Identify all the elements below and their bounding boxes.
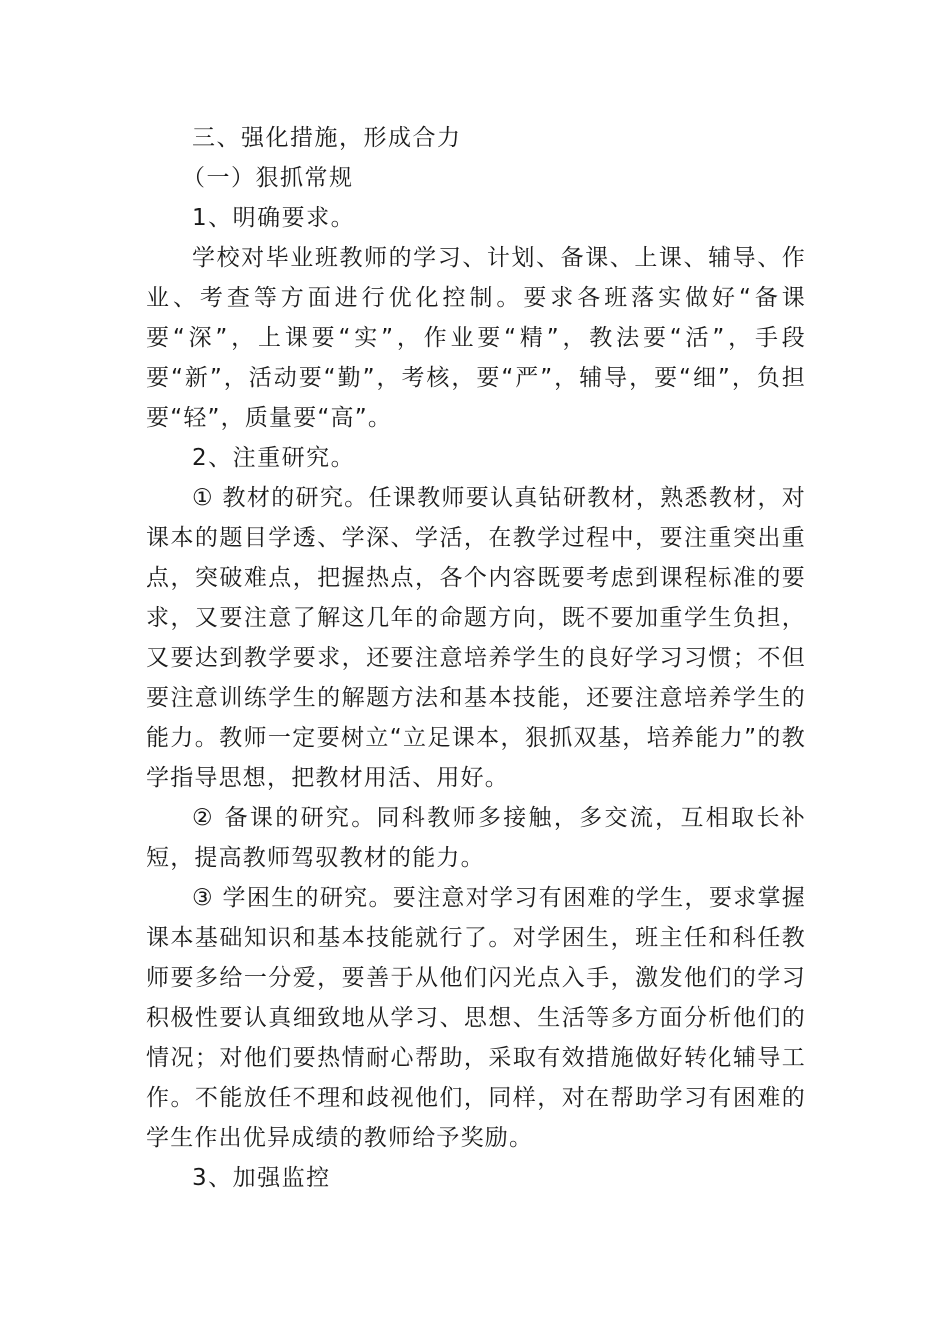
research-struggling-students-paragraph: ③ 学困生的研究。要注意对学习有困难的学生，要求掌握课本基础知识和基本技能就行了。对学困生，班主任和科任教师要多给一分爱，要善于从他们闪光点入手，激发他们的学习积极性要认真细致地从学习、思想、生活等多方面分析他们的情况；对他们要热情耐心帮助，采取有效措施做好转化辅导工作。不能放任不理和歧视他们，同样，对在帮助学习有困难的学生作出优异成绩的教师给予奖励。	[146, 885, 806, 1151]
item-1-paragraph: 学校对毕业班教师的学习、计划、备课、上课、辅导、作业、考查等方面进行优化控制。要求各班落实做好“备课要“深”，上课要“实”，作业要“精”，教法要“活”，手段要“新”，活动要“勤”，考核，要“严”，辅导，要“细”，负担要“轻”，质量要“高”。	[146, 245, 806, 431]
research-textbook-paragraph: ① 教材的研究。任课教师要认真钻研教材，熟悉教材，对课本的题目学透、学深、学活，在教学过程中，要注重突出重点，突破难点，把握热点，各个内容既要考虑到课程标准的要求，又要注意了解这几年的命题方向，既不要加重学生负担，又要达到教学要求，还要注意培养学生的良好学习习惯；不但要注意训练学生的解题方法和基本技能，还要注意培养学生的能力。教师一定要树立“立足课本，狠抓双基，培养能力”的教学指导思想，把教材用活、用好。	[146, 485, 806, 791]
subsection-heading: （一）狠抓常规	[182, 165, 354, 191]
section-heading: 三、强化措施，形成合力	[192, 125, 462, 151]
research-lesson-prep-paragraph: ② 备课的研究。同科教师多接触，多交流，互相取长补短，提高教师驾驭教材的能力。	[146, 805, 806, 871]
item-2-heading: 2、注重研究。	[192, 445, 356, 471]
document-body	[146, 118, 806, 1198]
item-1-heading: 1、明确要求。	[192, 205, 356, 231]
item-3-heading: 3、加强监控	[192, 1165, 331, 1191]
